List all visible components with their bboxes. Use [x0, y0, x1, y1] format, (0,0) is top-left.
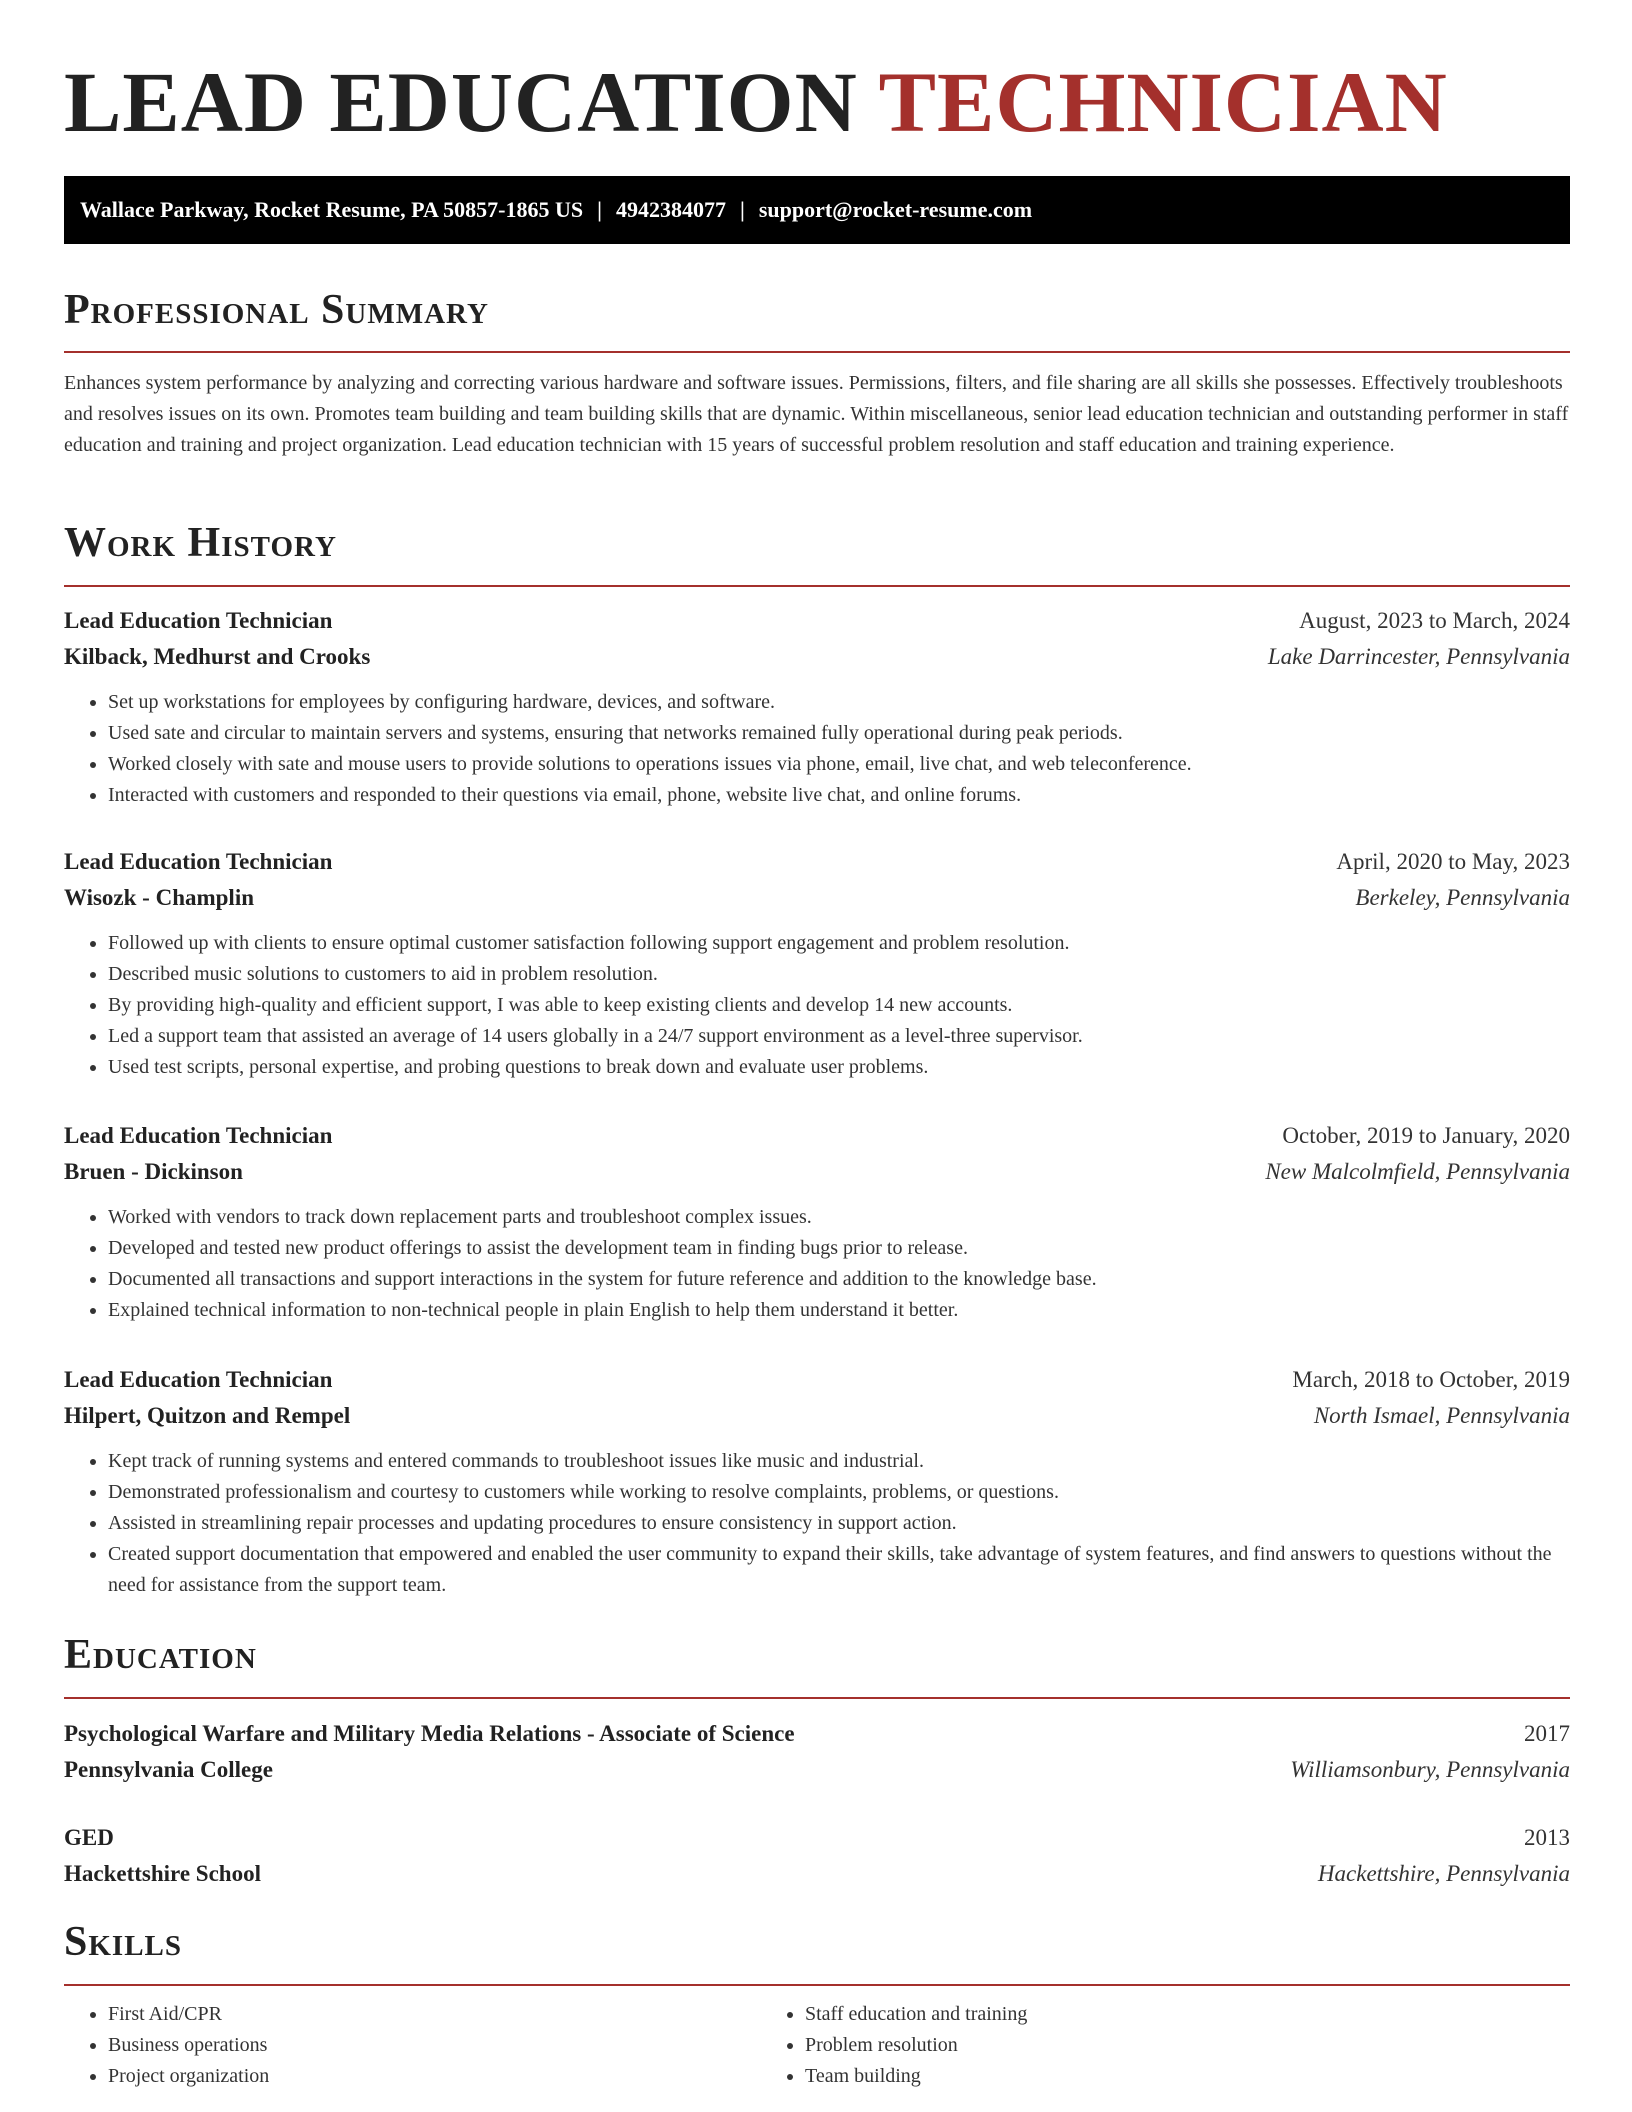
work-section-header	[64, 518, 1570, 587]
skill-item: • Staff education and training	[805, 1999, 1502, 2030]
job-title: Lead Education Technician	[64, 849, 333, 874]
job-title-row	[64, 1362, 1570, 1398]
summary-text: Enhances system performance by analyzing and correcting various hardware and software issues. Permissions, filters, and file sharing are all skills she possesses. Effectively troubleshoots and resolves issues on its own. Promotes team building and team building skills that are dynamic. Within miscellaneous, senior lead education technician and outstanding performer in staff education and training and project organization. Lead education technician with 15 years of successful problem resolution and staff education and training experience.	[64, 372, 1569, 456]
job-bullet: • Used test scripts, personal expertise, and probing questions to break down and evaluate user problems.	[108, 1052, 1570, 1083]
job-entry	[64, 1362, 1570, 1601]
education-year: 2013	[1524, 1825, 1570, 1850]
education-heading: Education	[64, 1632, 257, 1678]
job-bullet: • Followed up with clients to ensure optimal customer satisfaction following support engagement and problem resolution.	[108, 928, 1570, 959]
job-bullets	[64, 687, 1570, 811]
job-title-row	[64, 603, 1570, 639]
skills-column-left	[64, 1999, 761, 2092]
job-location: Berkeley, Pennsylvania	[1355, 885, 1570, 910]
education-location: Hackettshire, Pennsylvania	[1317, 1861, 1570, 1886]
contact-email: support@rocket-resume.com	[758, 197, 1033, 222]
job-bullet: • Kept track of running systems and entered commands to troubleshoot issues like music and industrial.	[108, 1446, 1570, 1477]
job-dates: April, 2020 to May, 2023	[1336, 849, 1570, 874]
job-title: Lead Education Technician	[64, 1123, 333, 1148]
resume-title	[64, 52, 1448, 152]
skills-column-right	[761, 1999, 1502, 2092]
summary-heading: Professional Summary	[64, 287, 489, 333]
job-bullet: • Assisted in streamlining repair processes and updating procedures to ensure consistency in support action.	[108, 1508, 1570, 1539]
job-bullet: • Explained technical information to non-technical people in plain English to help them understand it better.	[108, 1295, 1570, 1326]
job-bullet: • Led a support team that assisted an average of 14 users globally in a 24/7 support environment as a level-three supervisor.	[108, 1021, 1570, 1052]
contact-address: Wallace Parkway, Rocket Resume, PA 50857-1865 US	[80, 197, 584, 222]
education-degree-row	[64, 1716, 1570, 1752]
contact-bar	[64, 176, 1570, 244]
job-company: Bruen - Dickinson	[64, 1159, 243, 1184]
job-bullet: • By providing high-quality and efficient support, I was able to keep existing clients and develop 14 new accounts.	[108, 990, 1570, 1021]
job-dates: October, 2019 to January, 2020	[1282, 1123, 1570, 1148]
education-school-row	[64, 1856, 1570, 1892]
job-entry	[64, 603, 1570, 811]
work-heading: Work History	[64, 520, 337, 566]
job-company: Wisozk - Champlin	[64, 885, 255, 910]
education-section-header	[64, 1630, 1570, 1699]
job-dates: August, 2023 to March, 2024	[1299, 608, 1570, 633]
job-bullet: • Used sate and circular to maintain servers and systems, ensuring that networks remained fully operational during peak periods.	[108, 718, 1570, 749]
education-entry	[64, 1820, 1570, 1892]
job-company-row	[64, 880, 1570, 916]
contact-phone: 4942384077	[615, 197, 726, 222]
education-degree-row	[64, 1820, 1570, 1856]
skill-item: • Problem resolution	[805, 2030, 1502, 2061]
job-company-row	[64, 1398, 1570, 1434]
job-bullet: • Demonstrated professionalism and courtesy to customers while working to resolve complaints, problems, or questions.	[108, 1477, 1570, 1508]
skills-heading: Skills	[64, 1919, 183, 1965]
skill-item: • Business operations	[108, 2030, 761, 2061]
job-location: Lake Darrincester, Pennsylvania	[1267, 644, 1570, 669]
job-bullet: • Developed and tested new product offerings to assist the development team in finding bugs prior to release.	[108, 1233, 1570, 1264]
job-title: Lead Education Technician	[64, 608, 333, 633]
job-bullet: • Set up workstations for employees by configuring hardware, devices, and software.	[108, 687, 1570, 718]
job-company: Kilback, Medhurst and Crooks	[64, 644, 371, 669]
job-title-row	[64, 844, 1570, 880]
title-last: TECHNICIAN	[878, 54, 1448, 150]
job-bullet: • Created support documentation that empowered and enabled the user community to expand their skills, take advantage of system features, and find answers to questions without the need for assistance from the support team.	[108, 1539, 1570, 1601]
job-location: New Malcolmfield, Pennsylvania	[1265, 1159, 1570, 1184]
title-first: LEAD EDUCATION	[64, 54, 858, 150]
education-entry	[64, 1716, 1570, 1788]
education-school: Hackettshire School	[64, 1861, 261, 1886]
job-bullet: • Documented all transactions and support interactions in the system for future reference and addition to the knowledge base.	[108, 1264, 1570, 1295]
job-dates: March, 2018 to October, 2019	[1292, 1367, 1570, 1392]
job-title: Lead Education Technician	[64, 1367, 333, 1392]
skills-section-header	[64, 1917, 1570, 1986]
job-bullets	[64, 928, 1570, 1083]
education-location: Williamsonbury, Pennsylvania	[1290, 1757, 1570, 1782]
skills-list	[64, 1999, 1570, 2092]
job-entry	[64, 844, 1570, 1083]
skill-item: • Team building	[805, 2061, 1502, 2092]
job-bullet: • Worked with vendors to track down replacement parts and troubleshoot complex issues.	[108, 1202, 1570, 1233]
job-bullet: • Described music solutions to customers to aid in problem resolution.	[108, 959, 1570, 990]
job-bullet: • Interacted with customers and responded to their questions via email, phone, website live chat, and online forums.	[108, 780, 1570, 811]
contact-separator: |	[597, 197, 602, 222]
job-bullet: • Worked closely with sate and mouse users to provide solutions to operations issues via phone, email, live chat, and web teleconference.	[108, 749, 1570, 780]
summary-section-header	[64, 285, 1570, 353]
education-degree: GED	[64, 1825, 114, 1850]
job-bullets	[64, 1446, 1570, 1601]
education-year: 2017	[1524, 1721, 1570, 1746]
education-school-row	[64, 1752, 1570, 1788]
contact-separator: |	[739, 197, 745, 222]
job-location: North Ismael, Pennsylvania	[1313, 1403, 1570, 1428]
job-company: Hilpert, Quitzon and Rempel	[64, 1403, 351, 1428]
job-company-row	[64, 639, 1570, 675]
skill-item: • First Aid/CPR	[108, 1999, 761, 2030]
job-bullets	[64, 1202, 1570, 1326]
skill-item: • Project organization	[108, 2061, 761, 2092]
education-degree: Psychological Warfare and Military Media Relations - Associate of Science	[64, 1721, 795, 1746]
job-entry	[64, 1118, 1570, 1326]
education-school: Pennsylvania College	[64, 1757, 273, 1782]
job-title-row	[64, 1118, 1570, 1154]
job-company-row	[64, 1154, 1570, 1190]
